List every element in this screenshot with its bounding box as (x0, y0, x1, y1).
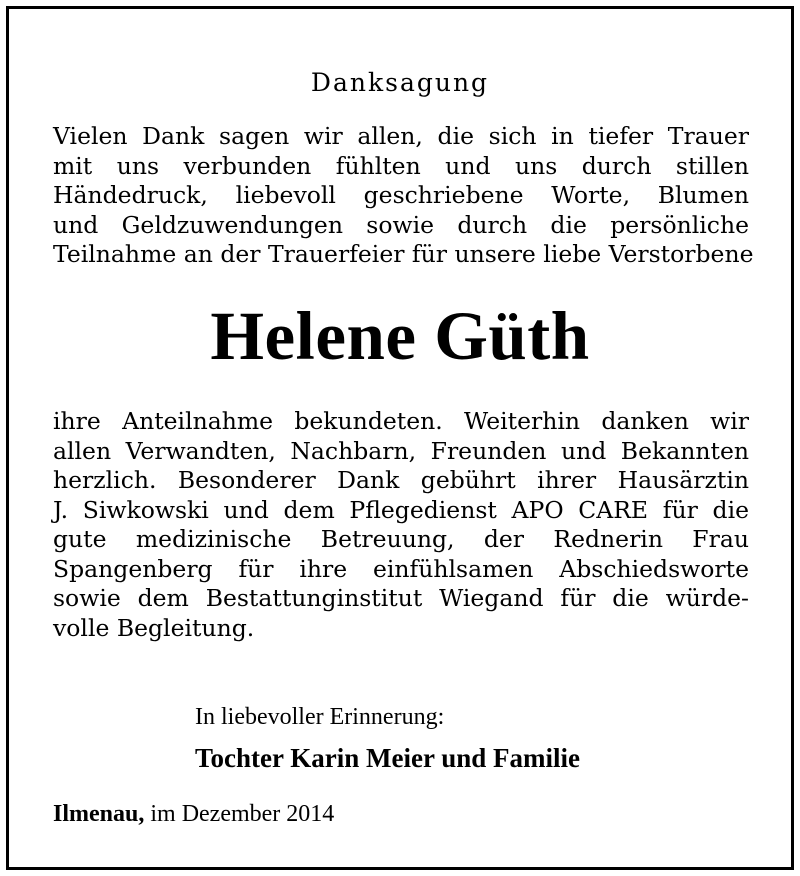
text-line: herzlich. Besonderer Dank gebührt ihrer Hausärztin (53, 466, 749, 494)
text-line: sowie dem Bestattunginstitut Wiegand für die würde- (53, 584, 749, 612)
body-paragraph (53, 407, 749, 643)
notice-border (6, 6, 794, 870)
text-line: und Geldzuwendungen sowie durch die persönliche (53, 210, 749, 239)
text-line: volle Begleitung. (53, 613, 255, 642)
family-signature: Tochter Karin Meier und Familie (195, 743, 580, 773)
text-line: gute medizinische Betreuung, der Rednerin Frau (53, 525, 749, 553)
text-line: Vielen Dank sagen wir allen, die sich in tiefer Trauer (53, 122, 749, 150)
obituary-notice (9, 9, 791, 867)
deceased-name: Helene Güth (210, 298, 590, 374)
text-line: Händedruck, liebevoll geschriebene Worte, Blumen (53, 181, 749, 209)
text-line: mit uns verbunden fühlten und uns durch stillen (53, 151, 749, 180)
text-line: allen Verwandten, Nachbarn, Freunden und Bekannten (53, 436, 749, 465)
intro-paragraph (53, 122, 754, 270)
text-line: Teilnahme an der Trauerfeier für unsere liebe Verstorbene (53, 240, 754, 268)
memory-line: In liebevoller Erinnerung: (195, 704, 445, 730)
text-line: ihre Anteilnahme bekundeten. Weiterhin danken wir (53, 407, 749, 435)
text-line: Spangenberg für ihre einfühlsamen Abschiedsworte (53, 554, 749, 583)
date-text: im Dezember 2014 (150, 801, 335, 827)
place-name: Ilmenau, (53, 801, 145, 827)
text-line: J. Siwkowski und dem Pflegedienst APO CARE für die (53, 495, 749, 524)
notice-heading: Danksagung (310, 68, 490, 97)
place-date-line (53, 799, 334, 829)
